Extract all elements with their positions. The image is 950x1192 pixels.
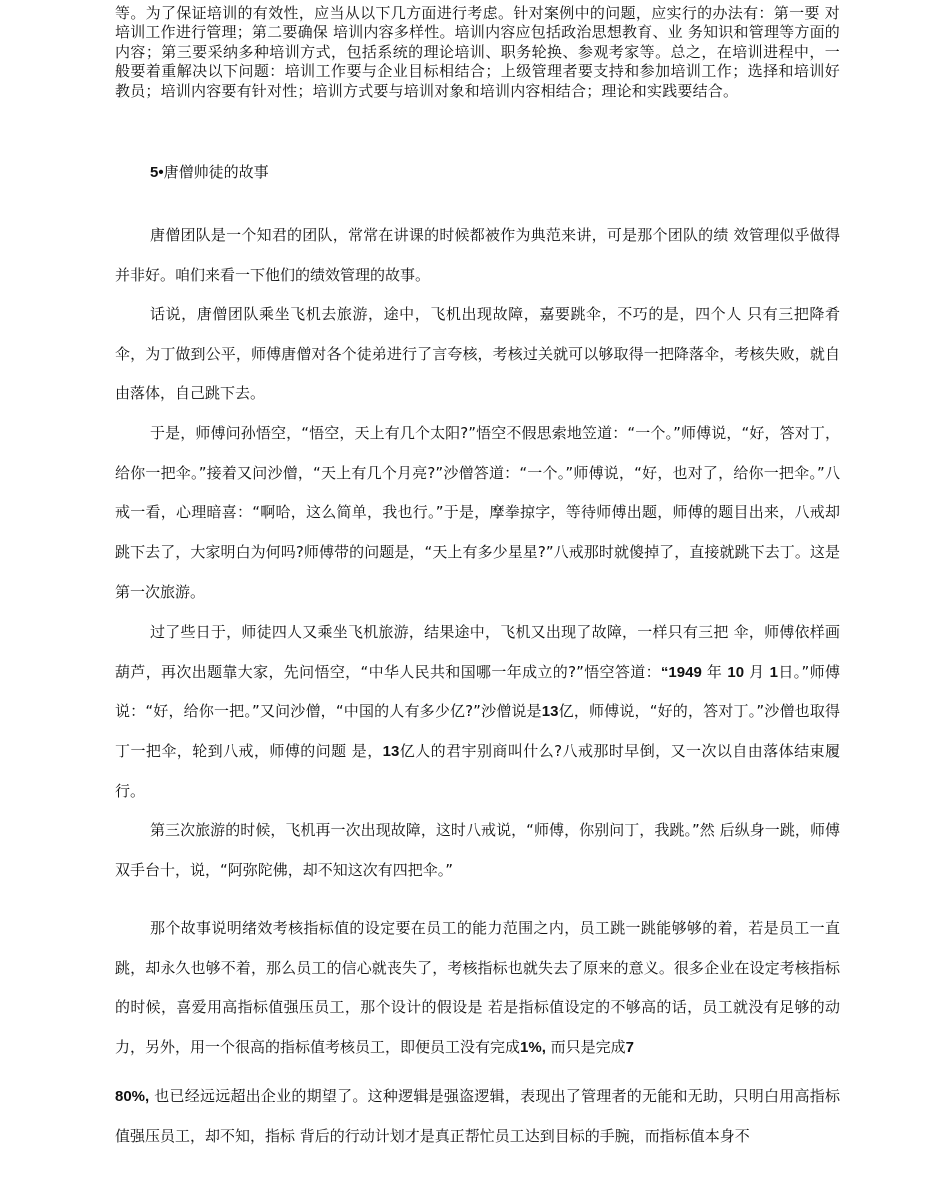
analysis-paragraph-continued [115,1077,840,1156]
analysis-paragraph [115,909,840,1068]
story-paragraph-third-trip: 第三次旅游的时候，飞机再一次出现故障，这时八戒说，“师傅，你别问丁，我跳。”然 后纵身一跳，师傅双手台十，说，“阿弥陀佛，却不知这次有四把伞。” [115,821,840,879]
text-run: 也已经远远超出企业的期望了。这种逻辑是强盗逻辑，表现出了管理者的无能和无助，只明白用高指标值强压员工，却不知，指标 背后的行动计划才是真正帮忙员工达到目标的手腕，而指标值本身不 [115,1087,840,1145]
story-paragraph-setup: 话说，唐僧团队乘坐飞机去旅游，途中，飞机出现故障，嘉要跳伞，不巧的是，四个人 只有三把降肴伞，为丁做到公平，师傅唐僧对各个徒弟进行了言夸核，考核过关就可以够取得一把降落伞，考核失败，就自由落体，自己跳下去。 [115,305,840,403]
percent-value: 80%, [115,1088,150,1105]
text-run: 月 [744,662,770,681]
section-title: 唐僧帅徒的故事 [163,163,269,181]
text-run: 过了些日于，师徒四人又乘坐飞机旅游，结果途中，飞机又出现了故障，一样只有三把 伞，师傅依样画葫芦，再次出题靠大家，先问悟空，“中华人民共和国哪一年成立的?”悟空答道： [115,623,840,681]
population-number: 13 [382,743,400,761]
fragment-number: 7 [625,1039,635,1057]
story-paragraph-intro: 唐僧团队是一个知君的团队，常常在讲课的时候都被作为典范来讲，可是那个团队的绩 效管理似乎做得并非好。咱们来看一下他们的绩效管理的故事。 [115,226,840,284]
population-number: 13 [541,703,559,721]
text-run: 而只是完成 [550,1038,626,1057]
year-number: “1949 [660,663,702,681]
text-run: 亿，师傅说，“好的，答对丁。”沙僧也取得丁一把伞，轮到八戒，师傅的问题 是， [115,702,840,761]
text-run: 亿人的君宇别商叫什么?八戒那时早倒，又一次以自由落体结束履行。 [115,742,840,800]
text-run: 日。”师傅说：“好，给你一把。”又问沙僧，“中国的人有多少亿?”沙僧说是 [115,662,840,721]
story-paragraph-first-trip: 于是，师傅问孙悟空，“悟空，天上有几个太阳?”悟空不假思索地笠道：“一个。”师傅说，“好，答对丁，给你一把伞。”接着又问沙僧，“天上有几个月亮?”沙僧答道：“一个。”师傅说，“好，也对了，给你一把伞。”八戒一看，心理暗喜：“啊哈，这么简单，我也行。”于是，摩拳掠字，等待师傅出题，师傅的题目出来，八戒却跳下去了，大家明白为何吗?师傅带的问题是，“天上有多少星星?”八戒那时就傻掉了，直接就跳下去丁。这是第一次旅游。 [115,424,840,601]
percent-value: 1%, [520,1039,546,1057]
story-paragraph-second-trip [115,613,840,812]
training-paragraph: 等。为了保证培训的有效性，应当从以下几方面进行考虑。针对案例中的问题，应实行的办法有：第一要 对培训工作进行管理；第二要确保 培训内容多样性。培训内容应包括政治思想教育、业 务知识和管理等方面的内容；第三要采纳多种培训方式，包括系统的理论培训、职务轮换、参观考家等。总之，在培训进程中，一般要着重解决以下问题：培训工作要与企业目标相结合；上级管理者要支持和参加培训工作；选择和培训好教员；培训内容要有针对性；培训方式要与培训对象和培训内容相结合；理论和实践要结合。 [115,4,840,100]
text-run: 那个故事说明绪效考核指标值的设定要在员工的能力范围之内，员工跳一跳能够够的着，若是员工一直跳，却永久也够不着，那么员工的信心就丧失了，考核指标也就失去了原来的意义。很多企业在设定考核指标的时候，喜爱用高指标值强压员工，那个设计的假设是 若是指标值设定的不够高的话，员工就没有足够的动力，另外，用一个很高的指标值考核员工，即便员工没有完成 [115,919,840,1057]
section-number: 5• [150,164,164,181]
month-number: 10 [727,663,745,681]
day-number: 1 [769,663,778,681]
text-run: 年 [701,662,728,681]
section-heading [150,161,269,184]
